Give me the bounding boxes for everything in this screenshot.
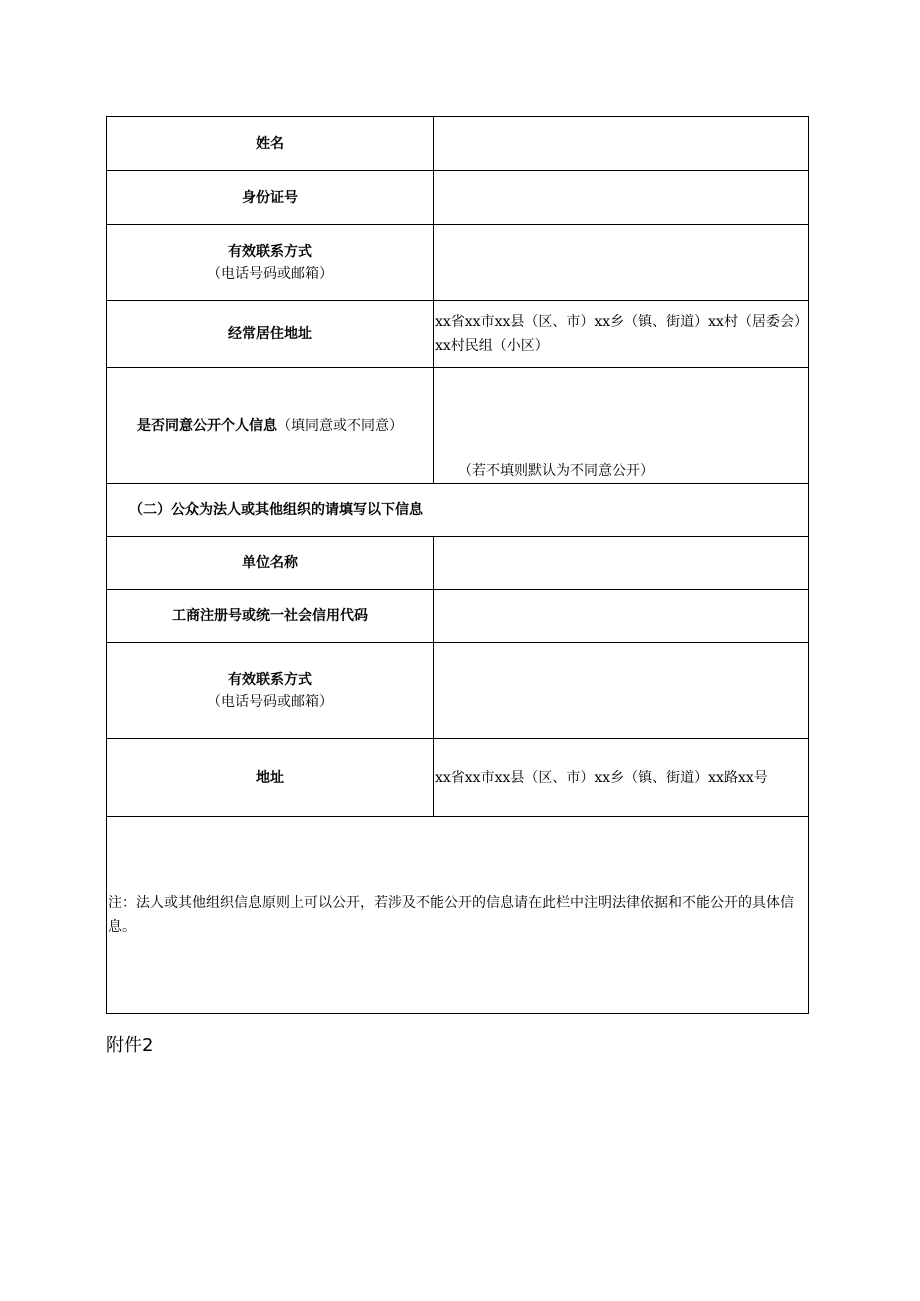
unit-name-label: 单位名称: [107, 537, 434, 590]
reg-code-label: 工商注册号或统一社会信用代码: [107, 590, 434, 643]
org-contact-label: 有效联系方式: [228, 671, 312, 688]
consent-sub-label: （填同意或不同意）: [277, 417, 403, 434]
address-field[interactable]: xx省xx市xx县（区、市）xx乡（镇、街道）xx村（居委会）xx村民组（小区）: [434, 301, 809, 368]
contact-field[interactable]: [434, 225, 809, 301]
org-contact-field[interactable]: [434, 643, 809, 739]
info-form-table: [106, 116, 809, 1014]
address-label: 经常居住地址: [107, 301, 434, 368]
attachment-label: 附件2: [106, 1035, 154, 1056]
org-note-text: 注：法人或其他组织信息原则上可以公开，若涉及不能公开的信息请在此栏中注明法律依据和不能公开的具体信息。: [108, 895, 794, 935]
id-number-field[interactable]: [434, 171, 809, 225]
unit-name-field[interactable]: [434, 537, 809, 590]
org-note-cell[interactable]: [107, 817, 809, 1014]
consent-field[interactable]: [434, 368, 809, 484]
row-name: [107, 117, 809, 171]
contact-sub-label: （电话号码或邮箱）: [207, 265, 333, 282]
row-contact: [107, 225, 809, 301]
row-org-note: [107, 817, 809, 1014]
row-id: [107, 171, 809, 225]
row-consent: [107, 368, 809, 484]
org-address-label: 地址: [107, 739, 434, 817]
org-address-field[interactable]: xx省xx市xx县（区、市）xx乡（镇、街道）xx路xx号: [434, 739, 809, 817]
row-org-address: [107, 739, 809, 817]
name-label: 姓名: [107, 117, 434, 171]
consent-label-cell: [107, 368, 434, 484]
id-number-label: 身份证号: [107, 171, 434, 225]
org-contact-sub-label: （电话号码或邮箱）: [207, 693, 333, 710]
contact-label-cell: [107, 225, 434, 301]
name-field[interactable]: [434, 117, 809, 171]
row-reg-code: [107, 590, 809, 643]
org-section-title: （二）公众为法人或其他组织的请填写以下信息: [107, 484, 809, 537]
row-address: [107, 301, 809, 368]
consent-label: 是否同意公开个人信息: [137, 417, 277, 434]
row-org-contact: [107, 643, 809, 739]
org-contact-label-cell: [107, 643, 434, 739]
row-unit-name: [107, 537, 809, 590]
contact-label: 有效联系方式: [228, 243, 312, 260]
consent-default-note: （若不填则默认为不同意公开）: [458, 463, 654, 479]
row-section-org: [107, 484, 809, 537]
reg-code-field[interactable]: [434, 590, 809, 643]
